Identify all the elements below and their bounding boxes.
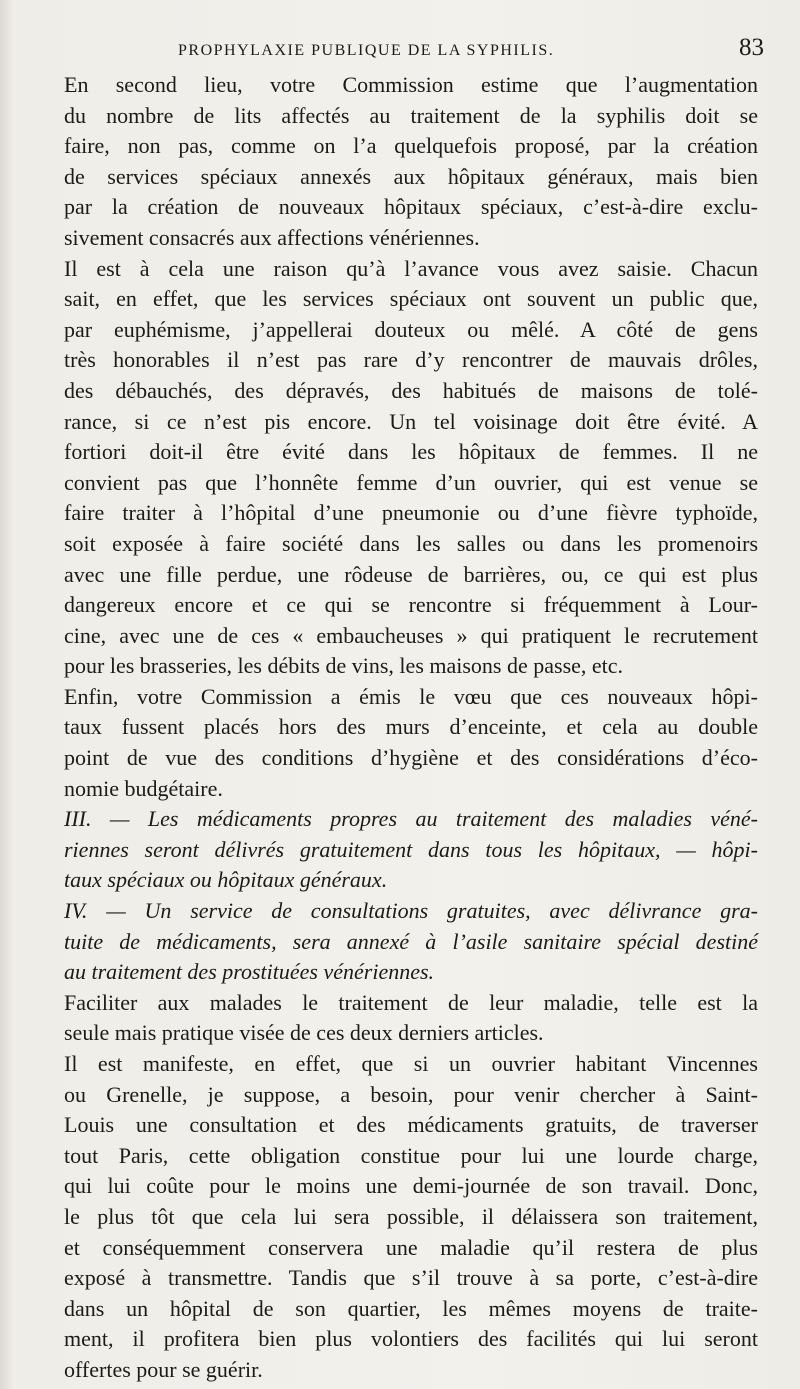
text-line: du nombre de lits affectés au traitement de la syphilis doit se <box>64 102 758 128</box>
text-line: faire, non pas, comme on l’a quelquefois proposé, par la création <box>64 133 758 159</box>
text-line: avec une fille perdue, une rôdeuse de barrières, ou, ce qui est plus <box>64 561 758 587</box>
text-line: cine, avec une de ces « embaucheuses » qui pratiquent le recrutement <box>64 622 758 648</box>
text-line: dans un hôpital de son quartier, les mêmes moyens de traite- <box>64 1295 758 1321</box>
text-line: Enfin, votre Commission a émis le vœu que ces nouveaux hôpi- <box>64 683 758 709</box>
text-line: ment, il profitera bien plus volontiers des facilités qui lui seront <box>64 1326 758 1352</box>
text-line: taux fussent placés hors des murs d’enceinte, et cela au double <box>64 714 758 740</box>
paragraph <box>42 70 758 254</box>
text-line: faire traiter à l’hôpital d’une pneumonie ou d’une fièvre typhoïde, <box>64 500 758 526</box>
text-line: offertes pour se guérir. <box>64 1356 263 1382</box>
text-line: exposé à transmettre. Tandis que s’il trouve à sa porte, c’est-à-dire <box>64 1265 758 1291</box>
page-header <box>42 34 764 70</box>
running-head: PROPHYLAXIE PUBLIQUE DE LA SYPHILIS. <box>178 42 555 59</box>
body-text <box>42 70 758 1386</box>
text-line: III. — Les médicaments propres au traitement des maladies véné- <box>64 806 758 832</box>
text-line: tuite de médicaments, sera annexé à l’asile sanitaire spécial destiné <box>64 928 758 954</box>
text-line: sivement consacrés aux affections vénériennes. <box>64 224 480 250</box>
text-line: le plus tôt que cela lui sera possible, il délaissera son traitement, <box>64 1203 758 1229</box>
text-line: riennes seront délivrés gratuitement dans tous les hôpitaux, — hôpi- <box>64 836 758 862</box>
text-line: par euphémisme, j’appellerai douteux ou mêlé. A côté de gens <box>64 316 758 342</box>
text-line: par la création de nouveaux hôpitaux spéciaux, c’est-à-dire exclu- <box>64 194 758 220</box>
text-line: fortiori doit-il être évité dans les hôpitaux de femmes. Il ne <box>64 439 758 465</box>
text-line: taux spéciaux ou hôpitaux généraux. <box>64 867 388 893</box>
paragraph <box>42 988 758 1049</box>
text-line: pour les brasseries, les débits de vins, les maisons de passe, etc. <box>64 653 624 679</box>
text-line: et conséquemment conservera une maladie qu’il restera de plus <box>64 1234 758 1260</box>
text-line: nomie budgétaire. <box>64 775 223 801</box>
text-line: IV. — Un service de consultations gratuites, avec délivrance gra- <box>64 898 758 924</box>
article-paragraph <box>42 804 758 896</box>
text-line: soit exposée à faire société dans les salles ou dans les promenoirs <box>64 530 758 556</box>
page-number: 83 <box>739 34 764 61</box>
text-line: des débauchés, des dépravés, des habitués de maisons de tolé- <box>64 377 758 403</box>
text-line: Louis une consultation et des médicaments gratuits, de traverser <box>64 1112 758 1138</box>
text-line: point de vue des conditions d’hygiène et des considérations d’éco- <box>64 745 758 771</box>
text-line: rance, si ce n’est pis encore. Un tel voisinage doit être évité. A <box>64 408 758 434</box>
paragraph <box>42 254 758 682</box>
article-paragraph <box>42 896 758 988</box>
text-line: qui lui coûte pour le moins une demi-journée de son travail. Donc, <box>64 1173 758 1199</box>
text-line: Il est manifeste, en effet, que si un ouvrier habitant Vincennes <box>64 1051 758 1076</box>
paragraph <box>42 1049 758 1386</box>
text-line: très honorables il n’est pas rare d’y rencontrer de mauvais drôles, <box>64 347 758 373</box>
text-line: au traitement des prostituées vénériennes. <box>64 959 435 985</box>
text-line: ou Grenelle, je suppose, a besoin, pour venir chercher à Saint- <box>64 1081 758 1107</box>
text-line: dangereux encore et ce qui se rencontre si fréquemment à Lour- <box>64 592 758 618</box>
text-line: seule mais pratique visée de ces deux derniers articles. <box>64 1020 544 1046</box>
text-line: de services spéciaux annexés aux hôpitaux généraux, mais bien <box>64 163 758 189</box>
text-line: convient pas que l’honnête femme d’un ouvrier, qui est venue se <box>64 469 758 495</box>
text-line: Faciliter aux malades le traitement de leur maladie, telle est la <box>64 989 758 1015</box>
text-line: En second lieu, votre Commission estime que l’augmentation <box>64 72 758 97</box>
text-line: tout Paris, cette obligation constitue pour lui une lourde charge, <box>64 1142 758 1168</box>
text-line: sait, en effet, que les services spéciaux ont souvent un public que, <box>64 286 758 312</box>
paragraph <box>42 682 758 804</box>
text-line: Il est à cela une raison qu’à l’avance vous avez saisie. Chacun <box>64 255 758 281</box>
